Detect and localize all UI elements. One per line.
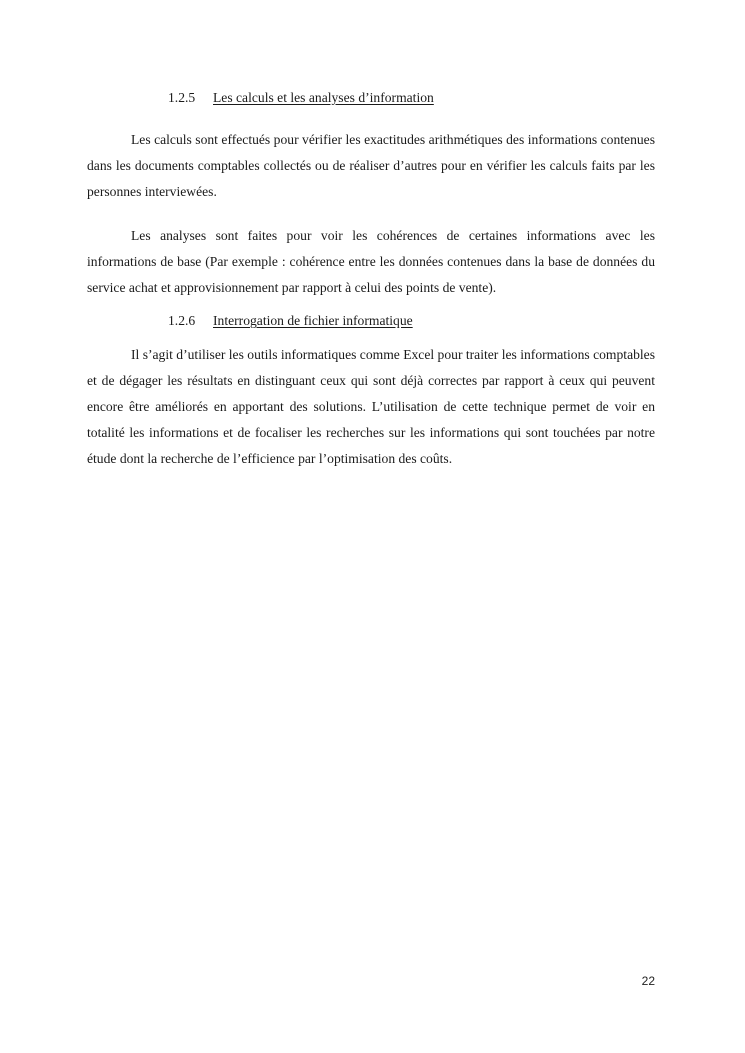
- page-number: 22: [641, 974, 655, 988]
- section-number: 1.2.6: [168, 313, 196, 328]
- paragraph-analyses: Les analyses sont faites pour voir les cohérences de certaines informations avec les informations de base (Par exemple : cohérence entre les données contenues dans la base de données du service achat et approvisionnement par rapport à celui des points de vente).: [87, 228, 655, 295]
- section-heading-1-2-6: [168, 312, 413, 330]
- section-title: Interrogation de fichier informatique: [213, 313, 413, 328]
- paragraph-calculs: Les calculs sont effectués pour vérifier les exactitudes arithmétiques des informations contenues dans les documents comptables collectés ou de réaliser d’autres pour en vérifier les calculs faits par les personnes interviewées.: [87, 132, 655, 199]
- section-heading-1-2-5: [168, 89, 434, 107]
- section-number: 1.2.5: [168, 90, 196, 105]
- section-title: Les calculs et les analyses d’information: [213, 90, 434, 105]
- paragraph-interrogation: Il s’agit d’utiliser les outils informatiques comme Excel pour traiter les informations comptables et de dégager les résultats en distinguant ceux qui sont déjà correctes par rapport à ceux qui peuvent encore être améliorés en apportant des solutions. L’utilisation de cette technique permet de voir en totalité les informations et de focaliser les recherches sur les informations qui sont touchées par notre étude dont la recherche de l’efficience par l’optimisation des coûts.: [87, 347, 655, 466]
